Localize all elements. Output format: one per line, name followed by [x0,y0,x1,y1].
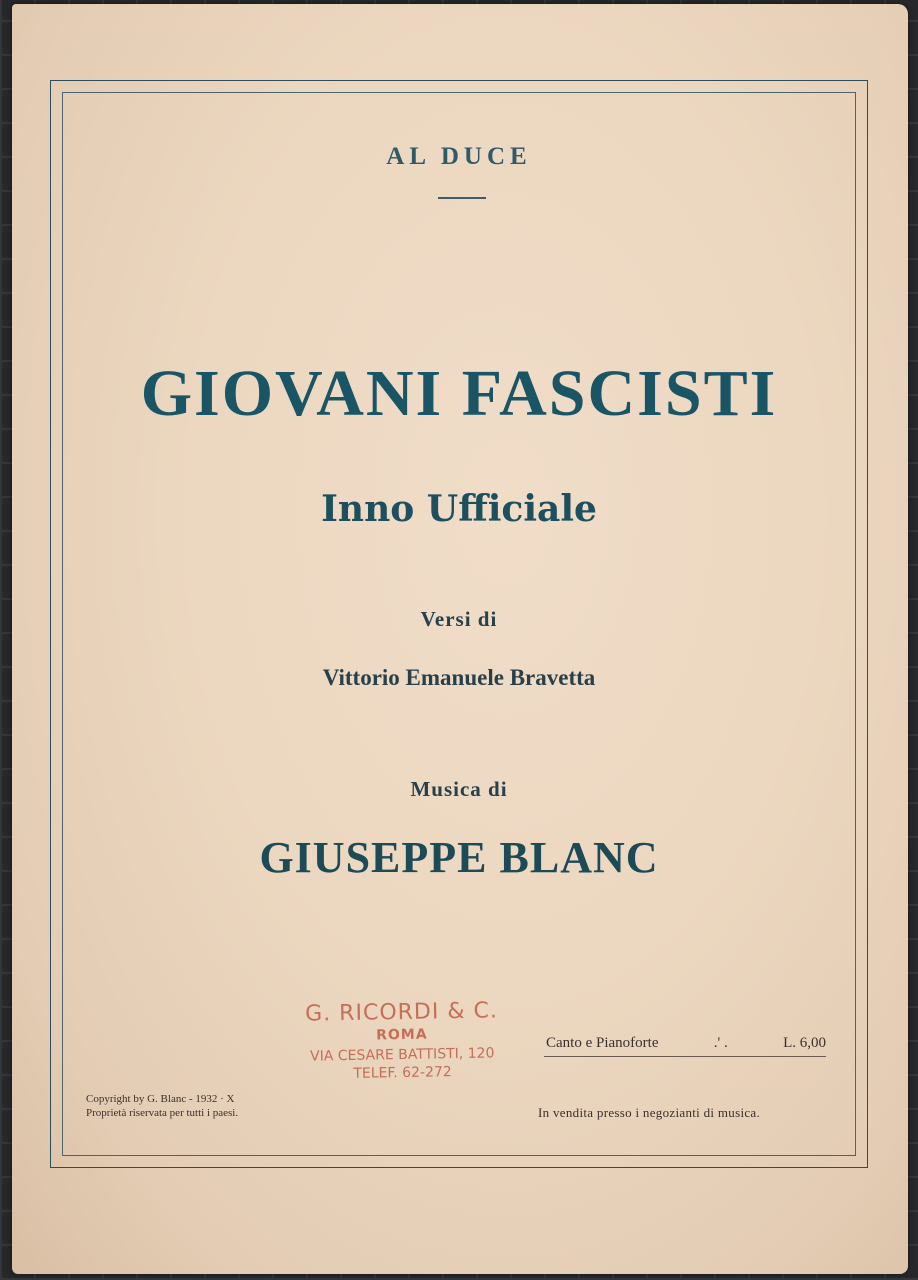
stamp-city: ROMA [376,1026,428,1044]
stamp-publisher: G. RICORDI & C. [304,998,499,1027]
subtitle: Inno Ufficiale [321,488,597,530]
stamp-phone: TELEF. 62-272 [353,1064,452,1082]
stamp-address: VIA CESARE BATTISTI, 120 [309,1045,495,1065]
lyricist-name: Vittorio Emanuele Bravetta [322,665,596,690]
price-line [546,1035,826,1052]
dedication: AL DUCE [386,143,532,170]
composer-name: GIUSEPPE BLANC [259,833,659,882]
page-title: GIOVANI FASCISTI [140,357,778,430]
copyright-notice [86,1092,238,1120]
rights-line: Proprietà riservata per tutti i paesi. [86,1107,239,1119]
lyrics-label: Versi di [420,607,498,631]
music-label: Musica di [410,777,508,801]
price-amount: L. 6,00 [783,1035,826,1051]
price-dots: .' . [713,1035,728,1051]
price-underline [544,1056,826,1057]
sale-note: In vendita presso i negozianti di musica. [538,1105,761,1120]
dedication-divider [438,197,486,199]
copyright-line: Copyright by G. Blanc - 1932 · X [86,1093,235,1105]
publisher-stamp [281,998,522,1083]
edition-label: Canto e Pianoforte [546,1035,659,1051]
